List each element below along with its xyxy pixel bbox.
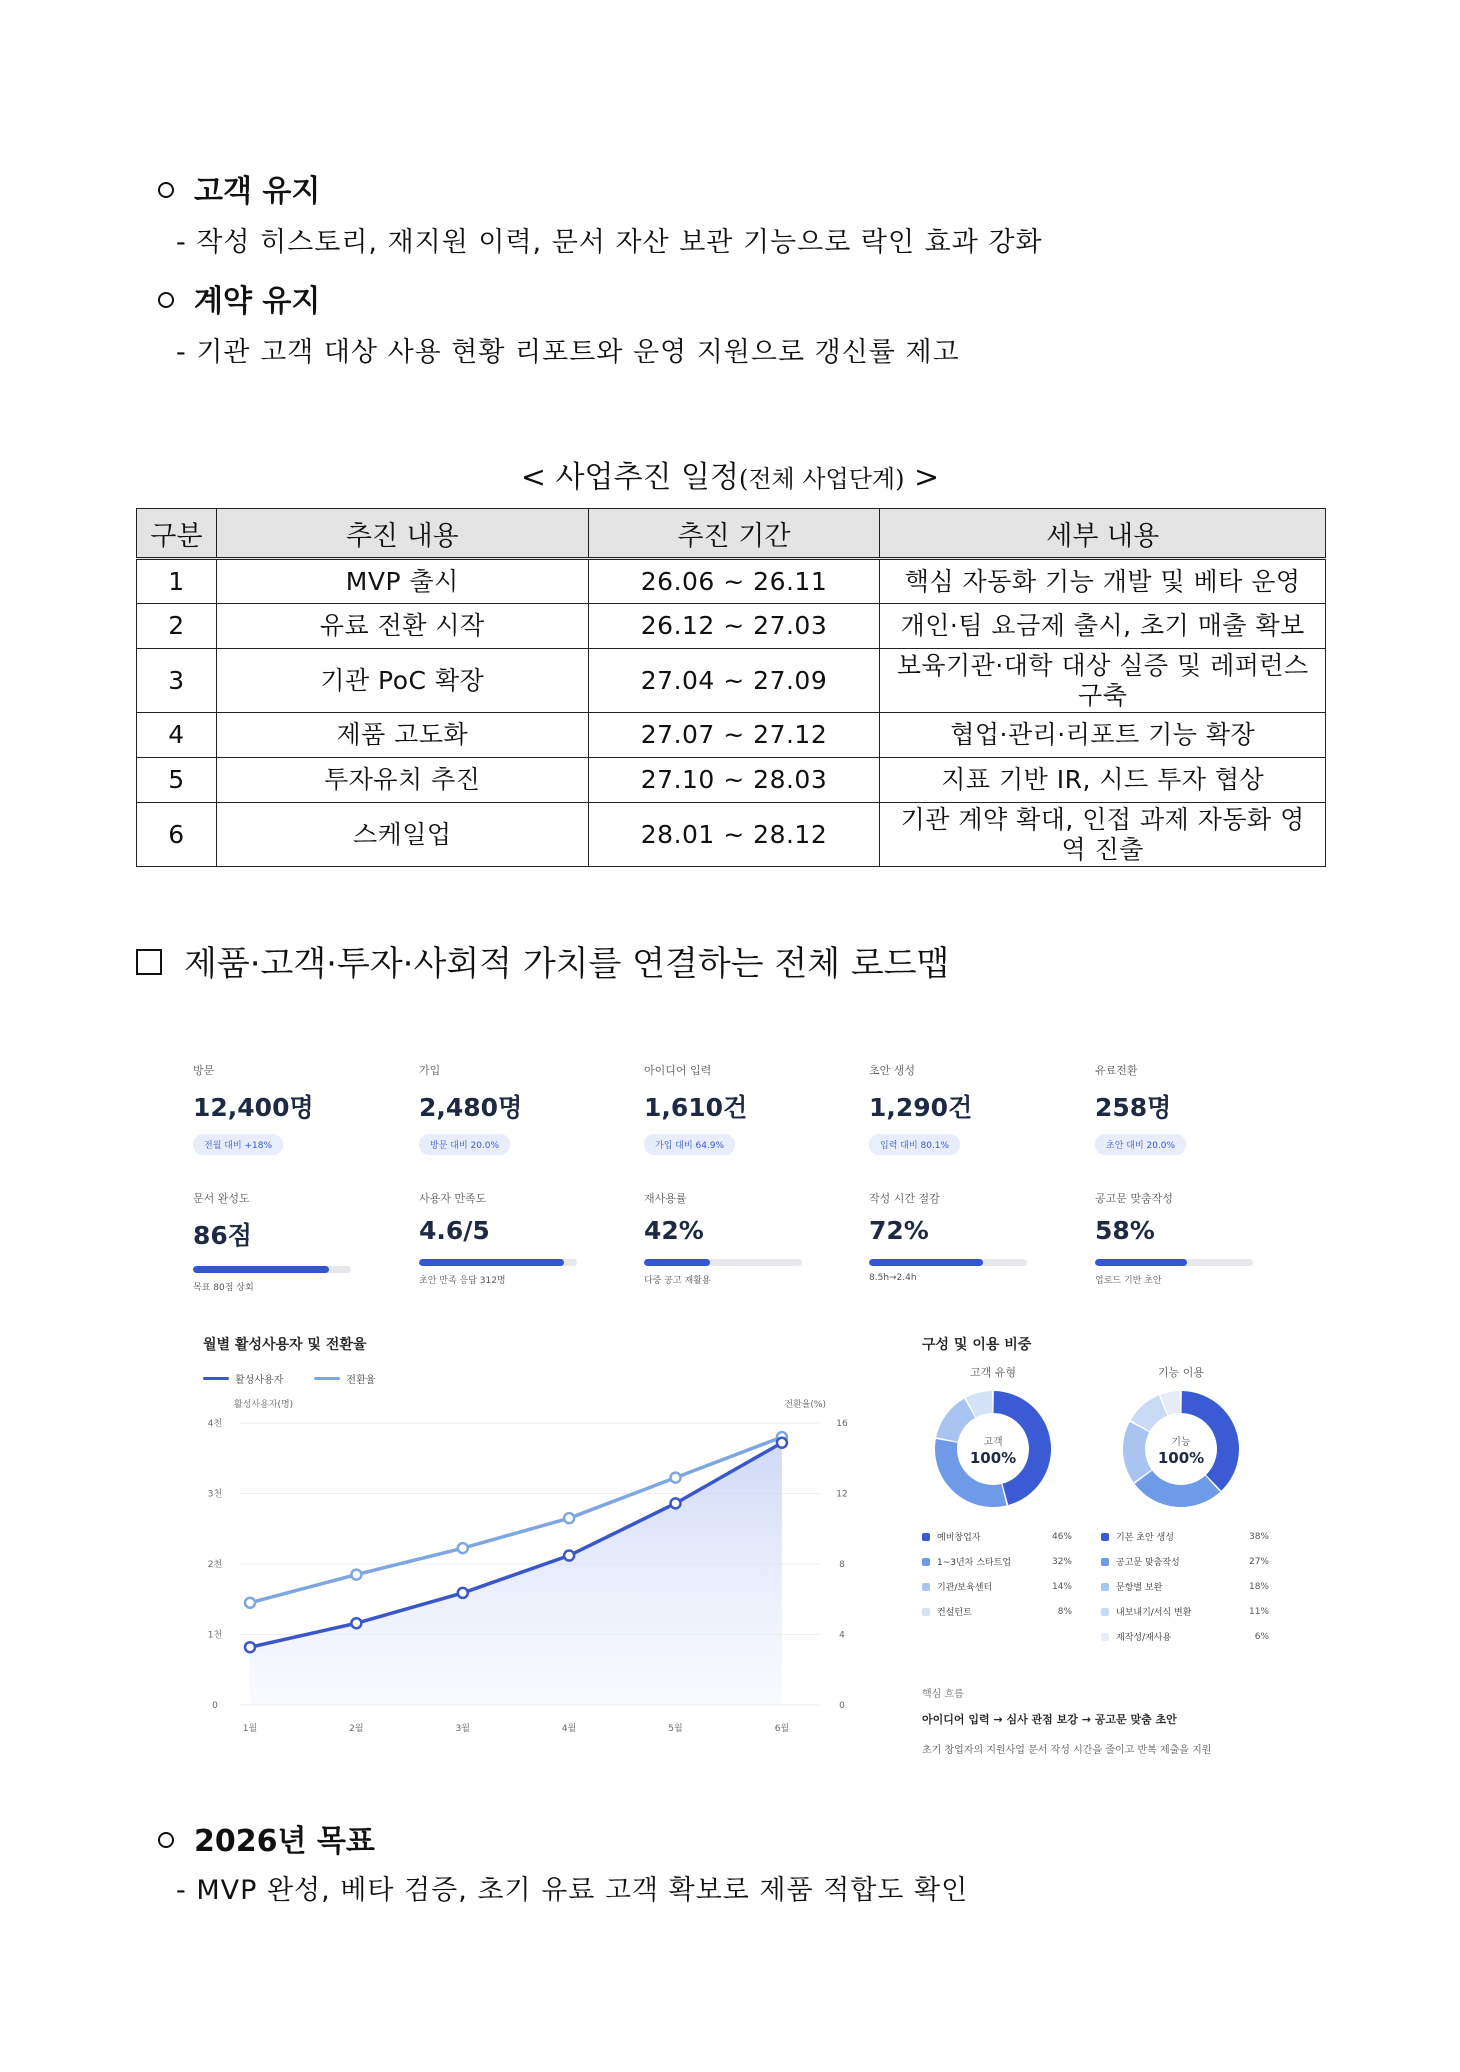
circle-bullet-icon — [158, 1832, 174, 1848]
feature-donut-chart — [1116, 1384, 1246, 1514]
kpi-label: 초안 생성 — [869, 1064, 916, 1077]
kpi-progress-bar — [419, 1259, 577, 1266]
y-tick-left: 0 — [212, 1701, 218, 1711]
legend-row — [1101, 1580, 1269, 1593]
legend-dot-icon — [1101, 1633, 1109, 1641]
schedule-table — [136, 508, 1326, 867]
kpi-card — [419, 1062, 599, 1155]
contract-retention-detail: - 기관 고객 대상 사용 현황 리포트와 운영 지원으로 갱신률 제고 — [176, 337, 960, 368]
x-tick-label: 4월 — [561, 1724, 577, 1734]
donut-label: 기능 이용 — [1157, 1366, 1204, 1379]
kpi-card — [1095, 1062, 1275, 1155]
data-point-conversion — [671, 1473, 681, 1483]
legend-dot-icon — [922, 1583, 930, 1591]
kpi-label: 작성 시간 절감 — [869, 1192, 940, 1205]
flow-label: 핵심 흐름 — [922, 1689, 964, 1700]
customer-retention-heading: 고객 유지 — [158, 166, 320, 210]
kpi-value: 1,290건 — [869, 1093, 973, 1122]
legend-dot-icon — [922, 1558, 930, 1566]
legend-name: 컨설턴트 — [937, 1608, 972, 1618]
y-tick-left: 2천 — [207, 1560, 223, 1570]
legend-name: 문항별 보완 — [1116, 1583, 1163, 1593]
kpi-label: 방문 — [193, 1064, 215, 1077]
donut-center-label: 기능 — [1171, 1437, 1191, 1448]
kpi-value: 2,480명 — [419, 1093, 523, 1122]
cell-detail: 개인·팀 요금제 출시, 초기 매출 확보 — [880, 604, 1326, 649]
schedule-title: < 사업추진 일정(전체 사업단계) > — [520, 460, 940, 495]
contract-retention-heading: 계약 유지 — [158, 276, 320, 320]
table-row — [137, 649, 1326, 713]
circle-bullet-icon — [158, 292, 174, 308]
kpi-badge: 초안 대비 20.0% — [1095, 1134, 1186, 1155]
donut-center-label: 고객 — [983, 1437, 1003, 1448]
legend-row — [1101, 1530, 1269, 1543]
legend-percent: 18% — [1248, 1581, 1269, 1592]
kpi-label: 사용자 만족도 — [419, 1192, 487, 1205]
kpi-progress-fill — [419, 1259, 564, 1266]
legend-row — [1101, 1605, 1269, 1618]
table-row — [137, 803, 1326, 867]
cell-no: 2 — [137, 604, 217, 649]
data-point-conversion — [245, 1598, 255, 1608]
cell-period: 26.06 ~ 26.11 — [588, 559, 880, 604]
kpi-value: 258명 — [1095, 1093, 1172, 1122]
kpi-value: 72% — [869, 1216, 929, 1245]
legend-percent: 11% — [1248, 1606, 1269, 1617]
kpi-badge: 방문 대비 20.0% — [419, 1134, 510, 1155]
legend-row — [922, 1530, 1072, 1543]
legend-swatch-icon — [203, 1377, 229, 1380]
legend-dot-icon — [1101, 1608, 1109, 1616]
x-tick-label: 2월 — [349, 1724, 364, 1734]
cell-period: 26.12 ~ 27.03 — [588, 604, 880, 649]
cell-content: 제품 고도화 — [216, 713, 588, 758]
roadmap-section-title: 제품·고객·투자·사회적 가치를 연결하는 전체 로드맵 — [136, 936, 949, 985]
kpi-value: 12,400명 — [193, 1093, 314, 1122]
kpi-value: 58% — [1095, 1216, 1155, 1245]
cell-no: 4 — [137, 713, 217, 758]
kpi-progress-card — [419, 1190, 599, 1286]
kpi-progress-card — [644, 1190, 824, 1286]
data-point-active-users — [351, 1618, 361, 1628]
y-tick-right: 4 — [839, 1630, 845, 1641]
y-tick-left: 3천 — [207, 1489, 223, 1500]
cell-content: 투자유치 추진 — [216, 758, 588, 803]
kpi-label: 문서 완성도 — [193, 1192, 250, 1205]
kpi-sub: 목표 80점 상회 — [193, 1283, 254, 1293]
y-tick-right: 0 — [839, 1701, 845, 1711]
data-point-conversion — [351, 1570, 361, 1580]
kpi-progress-bar — [644, 1259, 802, 1266]
kpi-label: 아이디어 입력 — [644, 1064, 712, 1077]
cell-no: 6 — [137, 803, 217, 867]
donut-center-value: 100% — [969, 1449, 1017, 1467]
legend-dot-icon — [1101, 1583, 1109, 1591]
y-tick-left: 1천 — [207, 1630, 223, 1641]
square-bullet-icon — [136, 949, 162, 975]
cell-content: 스케일업 — [216, 803, 588, 867]
kpi-sub: 다중 공고 재활용 — [644, 1276, 711, 1286]
data-point-active-users — [671, 1498, 681, 1508]
legend-row — [1101, 1555, 1269, 1568]
customer-retention-detail: - 작성 히스토리, 재지원 이력, 문서 자산 보관 기능으로 락인 효과 강화 — [176, 227, 1043, 258]
data-point-conversion — [458, 1543, 468, 1553]
kpi-sub: 8.5h→2.4h — [869, 1273, 917, 1283]
cell-content: 기관 PoC 확장 — [216, 649, 588, 713]
legend-dot-icon — [922, 1608, 930, 1616]
cell-detail: 지표 기반 IR, 시드 투자 협상 — [880, 758, 1326, 803]
circle-bullet-icon — [158, 182, 174, 198]
donut-center-value: 100% — [1157, 1449, 1205, 1467]
data-point-active-users — [777, 1438, 787, 1448]
cell-no: 5 — [137, 758, 217, 803]
donut-slice — [1123, 1422, 1152, 1483]
line-chart-title: 월별 활성사용자 및 전환율 — [203, 1337, 367, 1353]
kpi-card — [193, 1062, 373, 1155]
kpi-sub: 초안 만족 응답 312명 — [419, 1276, 506, 1286]
kpi-progress-fill — [1095, 1259, 1187, 1266]
legend-row — [922, 1605, 1072, 1618]
kpi-label: 유료전환 — [1095, 1064, 1138, 1077]
line-chart-legend — [203, 1365, 401, 1386]
col-header-detail: 세부 내용 — [880, 509, 1326, 559]
data-point-active-users — [458, 1588, 468, 1598]
table-row — [137, 713, 1326, 758]
kpi-progress-bar — [869, 1259, 1027, 1266]
legend-name: 기본 초안 생성 — [1116, 1533, 1174, 1543]
legend-row — [1101, 1630, 1269, 1643]
kpi-value: 1,610건 — [644, 1093, 748, 1122]
y-axis-right-label: 전환율(%) — [784, 1400, 826, 1410]
legend-name: 재작성/재사용 — [1116, 1633, 1172, 1643]
legend-dot-icon — [1101, 1533, 1109, 1541]
legend-percent: 38% — [1248, 1531, 1269, 1542]
x-tick-label: 3월 — [455, 1724, 470, 1734]
kpi-card — [869, 1062, 1049, 1155]
kpi-progress-fill — [644, 1259, 710, 1266]
x-tick-label: 6월 — [774, 1724, 790, 1734]
x-tick-label: 1월 — [242, 1724, 258, 1734]
legend-name: 1~3년차 스타트업 — [937, 1558, 1012, 1568]
cell-period: 27.07 ~ 27.12 — [588, 713, 880, 758]
cell-no: 1 — [137, 559, 217, 604]
cell-detail: 핵심 자동화 기능 개발 및 베타 운영 — [880, 559, 1326, 604]
kpi-progress-card — [869, 1190, 1049, 1283]
legend-dot-icon — [922, 1533, 930, 1541]
legend-percent: 8% — [1057, 1606, 1072, 1617]
kpi-value: 42% — [644, 1216, 704, 1245]
cell-content: 유료 전환 시작 — [216, 604, 588, 649]
cell-detail: 기관 계약 확대, 인접 과제 자동화 영역 진출 — [880, 803, 1326, 867]
flow-text: 아이디어 입력 → 심사 관점 보강 → 공고문 맞춤 초안 — [922, 1713, 1177, 1726]
kpi-progress-card — [1095, 1190, 1275, 1286]
cell-detail: 협업·관리·리포트 기능 확장 — [880, 713, 1326, 758]
legend-percent: 46% — [1051, 1531, 1072, 1542]
cell-period: 28.01 ~ 28.12 — [588, 803, 880, 867]
customer-donut-chart — [928, 1384, 1058, 1514]
kpi-card — [644, 1062, 824, 1155]
legend-row — [922, 1580, 1072, 1593]
x-tick-label: 5월 — [668, 1724, 683, 1734]
col-header-period: 추진 기간 — [588, 509, 880, 559]
legend-item: 활성사용자 — [203, 1371, 283, 1386]
kpi-progress-fill — [869, 1259, 983, 1266]
legend-item: 전환율 — [314, 1371, 375, 1386]
kpi-value: 4.6/5 — [419, 1216, 490, 1245]
donut-slice — [936, 1399, 975, 1442]
goal-2026-heading: 2026년 목표 — [158, 1816, 375, 1860]
data-point-active-users — [564, 1551, 574, 1561]
y-axis-left-label: 활성사용자(명) — [234, 1400, 294, 1410]
kpi-label: 공고문 맞춤작성 — [1095, 1192, 1173, 1205]
kpi-progress-bar — [193, 1266, 351, 1273]
goal-2026-detail: - MVP 완성, 베타 검증, 초기 유료 고객 확보로 제품 적합도 확인 — [176, 1875, 969, 1906]
legend-name: 예비창업자 — [937, 1533, 981, 1543]
legend-name: 공고문 맞춤작성 — [1116, 1558, 1180, 1568]
data-point-conversion — [564, 1513, 574, 1523]
kpi-badge: 전월 대비 +18% — [193, 1134, 283, 1155]
cell-detail: 보육기관·대학 대상 실증 및 레퍼런스 구축 — [880, 649, 1326, 713]
legend-swatch-icon — [314, 1377, 340, 1380]
legend-row — [922, 1555, 1072, 1568]
legend-percent: 32% — [1051, 1556, 1072, 1567]
kpi-progress-bar — [1095, 1259, 1253, 1266]
composition-title: 구성 및 이용 비중 — [922, 1337, 1032, 1353]
y-tick-left: 4천 — [207, 1419, 223, 1429]
donut-label: 고객 유형 — [969, 1366, 1016, 1379]
cell-period: 27.10 ~ 28.03 — [588, 758, 880, 803]
kpi-label: 가입 — [419, 1064, 441, 1077]
kpi-label: 재사용률 — [644, 1192, 687, 1205]
y-tick-right: 8 — [839, 1560, 845, 1570]
flow-description: 초기 창업자의 지원사업 문서 작성 시간을 줄이고 반복 제출을 지원 — [922, 1745, 1212, 1756]
cell-period: 27.04 ~ 27.09 — [588, 649, 880, 713]
legend-percent: 27% — [1248, 1556, 1269, 1567]
data-point-active-users — [245, 1642, 255, 1652]
cell-no: 3 — [137, 649, 217, 713]
col-header-content: 추진 내용 — [216, 509, 588, 559]
legend-percent: 14% — [1051, 1581, 1072, 1592]
kpi-progress-card — [193, 1190, 373, 1293]
legend-name: 기관/보육센터 — [937, 1583, 993, 1593]
y-tick-right: 12 — [836, 1489, 848, 1500]
table-row — [137, 559, 1326, 604]
legend-percent: 6% — [1254, 1631, 1269, 1642]
cell-content: MVP 출시 — [216, 559, 588, 604]
col-header-no: 구분 — [137, 509, 217, 559]
kpi-sub: 업로드 기반 초안 — [1095, 1276, 1162, 1286]
table-row — [137, 758, 1326, 803]
table-row — [137, 604, 1326, 649]
table-header-row — [137, 509, 1326, 559]
kpi-badge: 입력 대비 80.1% — [869, 1134, 960, 1155]
legend-dot-icon — [1101, 1558, 1109, 1566]
kpi-value: 86점 — [193, 1221, 252, 1250]
line-chart — [190, 1385, 850, 1745]
y-tick-right: 16 — [836, 1419, 848, 1429]
kpi-badge: 가입 대비 64.9% — [644, 1134, 735, 1155]
kpi-progress-fill — [193, 1266, 329, 1273]
legend-name: 내보내기/서식 변환 — [1116, 1608, 1192, 1618]
